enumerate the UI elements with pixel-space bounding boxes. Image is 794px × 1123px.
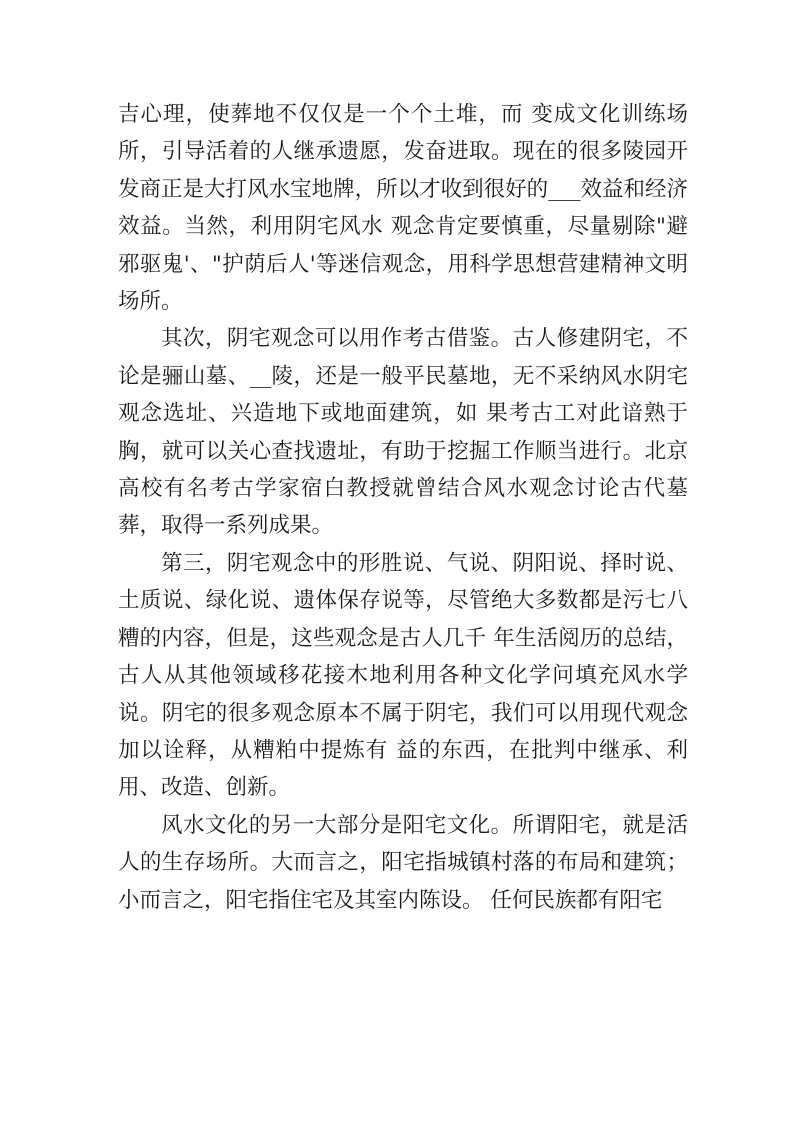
paragraph-archaeology: 其次，阴宅观念可以用作考古借鉴。古人修建阴宅，不论是骊山墓、__陵，还是一般平民墓地，无不采纳风水阴宅观念选址、兴造地下或地面建筑，如 果考古工对此谙熟于胸，就可以关心查找遗址，有助于挖掘工作顺当进行。北京高校有名考古学家宿白教授就曾结合风水观念讨论古代墓葬，取得一系列成果。 [118,326,688,539]
body-text [118,96,688,919]
paragraph-theories: 第三，阴宅观念中的形胜说、气说、阴阳说、择时说、土质说、绿化说、遗体保存说等，尽管绝大多数都是污七八糟的内容，但是，这些观念是古人几千 年生活阅历的总结，古人从其他领域移花接木地利用各种文化学问填充风水学说。阴宅的很多观念原本不属于阴宅，我们可以用现代观念加以诠释，从糟粕中提炼有 益的东西，在批判中继承、利用、改造、创新。 [118,550,688,801]
paragraph-yangzhai: 风水文化的另一大部分是阳宅文化。所谓阳宅，就是活人的生存场所。大而言之，阳宅指城镇村落的布局和建筑；小而言之，阳宅指住宅及其室内陈设。 任何民族都有阳宅 [118,812,688,913]
paragraph-continued: 吉心理，使葬地不仅仅是一个个土堆，而 变成文化训练场所，引导活着的人继承遗愿，发奋进取。现在的很多陵园开发商正是大打风水宝地牌，所以才收到很好的___效益和经济效益。当然，利用阴宅风水 观念肯定要慎重，尽量剔除"避邪驱鬼'、"护荫后人'等迷信观念，用科学思想营建精神文明场所。 [118,102,688,315]
